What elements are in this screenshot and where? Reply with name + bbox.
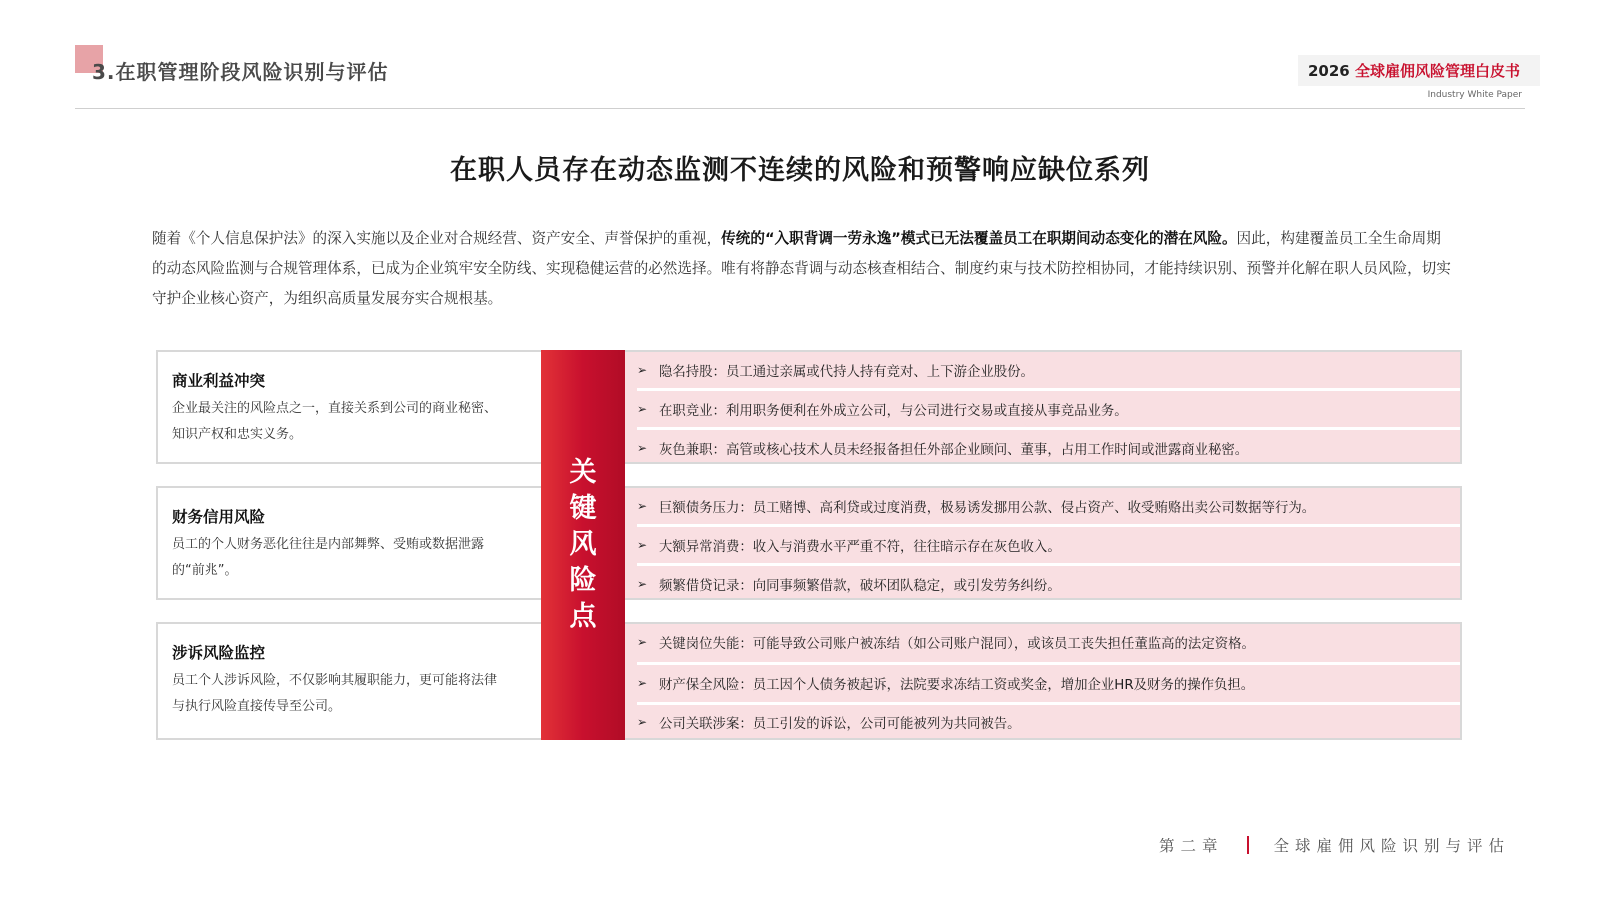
- label-char: 风: [569, 529, 597, 560]
- risk-item-text: 灰色兼职：高管或核心技术人员未经报备担任外部企业顾问、董事，占用工作时间或泄露商业秘密。: [659, 442, 1249, 458]
- footer-chapter-title: 全球雇佣风险识别与评估: [1273, 837, 1510, 855]
- page-title: 在职人员存在动态监测不连续的风险和预警响应缺位系列: [450, 155, 1150, 186]
- risk-item: [637, 352, 1460, 388]
- risk-items-group-financial-credit: [625, 486, 1462, 600]
- risk-item: [637, 665, 1460, 701]
- risk-item-text: 大额异常消费：收入与消费水平严重不符，往往暗示存在灰色收入。: [659, 539, 1061, 555]
- label-char: 点: [569, 601, 597, 632]
- risk-item: [637, 430, 1460, 466]
- brand-tag: [1298, 55, 1540, 86]
- risk-item: [637, 391, 1460, 427]
- risk-item: [637, 624, 1460, 660]
- risk-items-group-litigation: [625, 622, 1462, 740]
- label-char: 键: [569, 493, 597, 524]
- category-title: 涉诉风险监控: [172, 644, 266, 662]
- arrow-icon: ➢: [637, 715, 648, 729]
- arrow-icon: ➢: [637, 499, 648, 513]
- intro-text-bold: 传统的“入职背调一劳永逸”模式已无法覆盖员工在职期间动态变化的潜在风险。: [721, 230, 1237, 247]
- arrow-icon: ➢: [637, 363, 648, 377]
- risk-item-text: 财产保全风险：员工因个人债务被起诉，法院要求冻结工资或奖金，增加企业HR及财务的操作负担。: [659, 677, 1255, 693]
- risk-items-group-business-conflict: [625, 350, 1462, 464]
- risk-item-text: 关键岗位失能：可能导致公司账户被冻结（如公司账户混同），或该员工丧失担任董监高的法定资格。: [659, 636, 1255, 652]
- intro-text-1: 随着《个人信息保护法》的深入实施以及企业对合规经营、资产安全、声誉保护的重视，: [152, 230, 722, 247]
- label-char: 关: [569, 457, 597, 488]
- arrow-icon: ➢: [637, 441, 648, 455]
- risk-item: [637, 704, 1460, 740]
- key-risk-points-bar: [541, 350, 625, 740]
- category-box-litigation: [156, 622, 544, 740]
- footer-chapter: 第二章: [1158, 837, 1224, 855]
- brand-subtitle: Industry White Paper: [1427, 90, 1522, 100]
- arrow-icon: ➢: [637, 402, 648, 416]
- arrow-icon: ➢: [637, 538, 648, 552]
- label-char: 险: [569, 565, 597, 596]
- category-box-business-conflict: [156, 350, 544, 464]
- arrow-icon: ➢: [637, 577, 648, 591]
- risk-item-text: 频繁借贷记录：向同事频繁借款，破坏团队稳定，或引发劳务纠纷。: [659, 578, 1061, 594]
- footer: [1159, 834, 1510, 856]
- brand-year: 2026: [1308, 62, 1350, 80]
- category-title: 商业利益冲突: [172, 372, 266, 390]
- key-risk-points-label: [541, 455, 625, 635]
- risk-item: [637, 488, 1460, 524]
- intro-paragraph: [152, 224, 1452, 314]
- risk-item: [637, 527, 1460, 563]
- risk-item-text: 公司关联涉案：员工引发的诉讼，公司可能被列为共同被告。: [659, 716, 1021, 732]
- arrow-icon: ➢: [637, 676, 648, 690]
- category-box-financial-credit: [156, 486, 544, 600]
- category-description: 员工个人涉诉风险，不仅影响其履职能力，更可能将法律与执行风险直接传导至公司。: [172, 673, 498, 714]
- arrow-icon: ➢: [637, 635, 648, 649]
- risk-item-text: 在职竞业：利用职务便利在外成立公司，与公司进行交易或直接从事竞品业务。: [659, 403, 1128, 419]
- category-description: 企业最关注的风险点之一，直接关系到公司的商业秘密、知识产权和忠实义务。: [172, 401, 498, 442]
- category-title: 财务信用风险: [172, 508, 266, 526]
- brand-title: 全球雇佣风险管理白皮书: [1354, 62, 1520, 80]
- risk-grid: [156, 350, 1462, 740]
- header-divider: [75, 108, 1525, 109]
- risk-item-text: 隐名持股：员工通过亲属或代持人持有竞对、上下游企业股份。: [659, 364, 1034, 380]
- risk-item: [637, 566, 1460, 602]
- intro-text-2: 因此，构建覆盖员工全生命周期的动态风险监测与合规管理体系，已成为企业筑牢安全防线、实现稳健运营的必然选择。唯有将静态背调与动态核查相结合、制度约束与技术防控相协同，才能持续识别、预警并化解在职人员风险，切实守护企业核心资产，为组织高质量发展夯实合规根基。: [152, 230, 1451, 307]
- category-description: 员工的个人财务恶化往往是内部舞弊、受贿或数据泄露的“前兆”。: [172, 537, 485, 578]
- section-title: 3.在职管理阶段风险识别与评估: [92, 60, 389, 84]
- footer-divider: [1247, 836, 1249, 854]
- risk-item-text: 巨额债务压力：员工赌博、高利贷或过度消费，极易诱发挪用公款、侵占资产、收受贿赂出卖公司数据等行为。: [659, 500, 1316, 516]
